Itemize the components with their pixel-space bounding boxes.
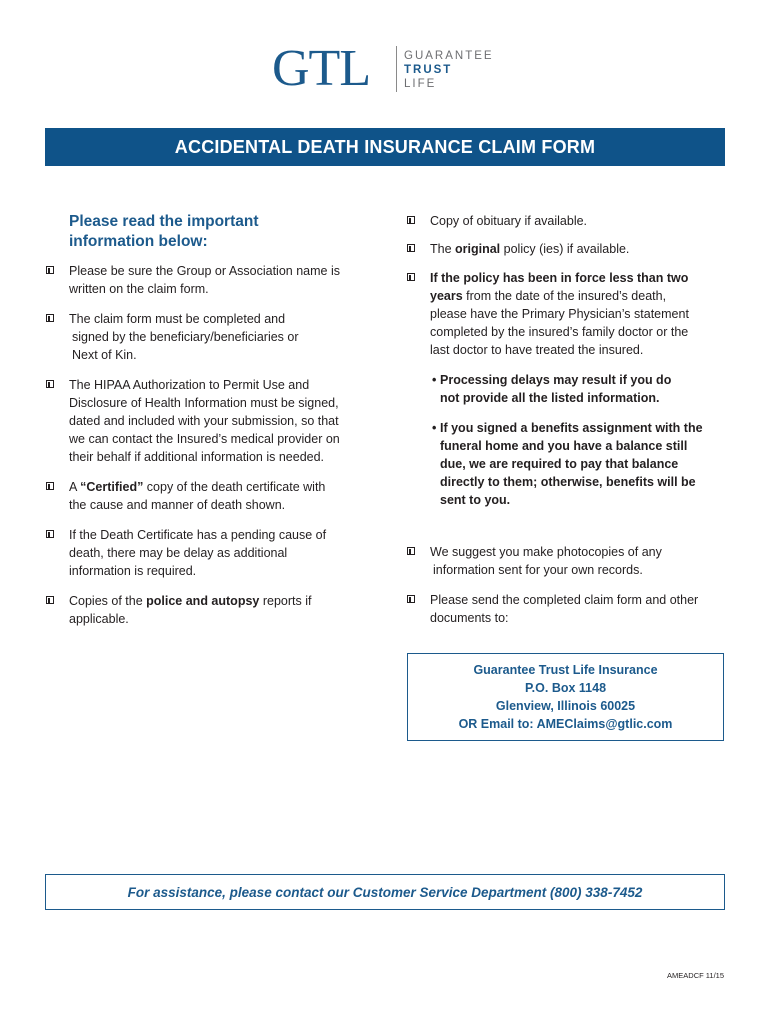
note-benefits-assignment: • If you signed a benefits assignment with the funeral home and you have a balance still due, we are required to pay that balance directly to them; otherwise, benefits will be sent to you. xyxy=(432,421,703,507)
note-processing-delays: • Processing delays may result if you do not provide all the listed information. xyxy=(432,373,672,405)
checkbox-icon xyxy=(407,244,415,252)
address-po-box: P.O. Box 1148 xyxy=(524,681,607,695)
checklist-item-original-policy: The original policy (ies) if available. xyxy=(406,240,726,258)
checkbox-icon xyxy=(46,482,54,490)
checkbox-icon xyxy=(46,530,54,538)
checkbox-icon xyxy=(407,216,415,224)
customer-service-box: For assistance, please contact our Customer Service Department (800) 338-7452 xyxy=(45,874,725,910)
checklist-item-send-documents: Please send the completed claim form and other documents to: xyxy=(406,591,726,627)
logo-word-guarantee: GUARANTEE xyxy=(404,50,494,62)
checkbox-icon xyxy=(407,273,415,281)
checklist-item-hipaa: The HIPAA Authorization to Permit Use and Disclosure of Health Information must be signed, dated and included with your submission, so that we can contact the Insured’s medical provider on their behalf if additional information is needed. xyxy=(45,376,365,466)
form-code: AMEADCF 11/15 xyxy=(667,971,724,980)
checkbox-icon xyxy=(407,595,415,603)
checklist-item-pending-cause: If the Death Certificate has a pending cause of death, there may be delay as additional information is required. xyxy=(45,526,365,580)
checkbox-icon xyxy=(46,314,54,322)
form-title: ACCIDENTAL DEATH INSURANCE CLAIM FORM xyxy=(45,128,725,166)
mailing-address-box xyxy=(407,653,724,741)
bullet-icon: • xyxy=(432,373,437,387)
instructions-heading: Please read the important information below: xyxy=(69,213,259,250)
logo-word-trust: TRUST xyxy=(404,64,453,76)
right-column xyxy=(406,212,726,639)
checkbox-icon xyxy=(46,266,54,274)
checklist-item-death-certificate: A “Certified” copy of the death certificate with the cause and manner of death shown. xyxy=(45,478,365,514)
checklist-item-police-autopsy: Copies of the police and autopsy reports if applicable. xyxy=(45,592,365,628)
logo-divider xyxy=(396,46,397,92)
left-column xyxy=(45,212,365,640)
checklist-item-claim-form: The claim form must be completed and signed by the beneficiary/beneficiaries or Next of Kin. xyxy=(45,310,365,364)
address-email: OR Email to: AMEClaims@gtlic.com xyxy=(458,717,673,731)
checkbox-icon xyxy=(46,596,54,604)
checklist-item-obituary: Copy of obituary if available. xyxy=(406,212,726,230)
logo-word-life: LIFE xyxy=(404,78,437,90)
checkbox-icon xyxy=(407,547,415,555)
logo-mark: GTL xyxy=(272,40,371,97)
bullet-icon: • xyxy=(432,421,437,435)
checklist-item-group-name: Please be sure the Group or Association name is written on the claim form. xyxy=(45,262,365,298)
address-company: Guarantee Trust Life Insurance xyxy=(473,663,658,677)
checkbox-icon xyxy=(46,380,54,388)
checklist-item-photocopies: We suggest you make photocopies of any information sent for your own records. xyxy=(406,543,726,579)
checklist-item-physician-statement: If the policy has been in force less than two years from the date of the insured’s death, please have the Primary Physician’s statement completed by the insured’s family doctor or the last doctor to have treated the insured. xyxy=(406,269,726,359)
logo-wordmark xyxy=(404,49,494,91)
address-city: Glenview, Illinois 60025 xyxy=(495,699,636,713)
